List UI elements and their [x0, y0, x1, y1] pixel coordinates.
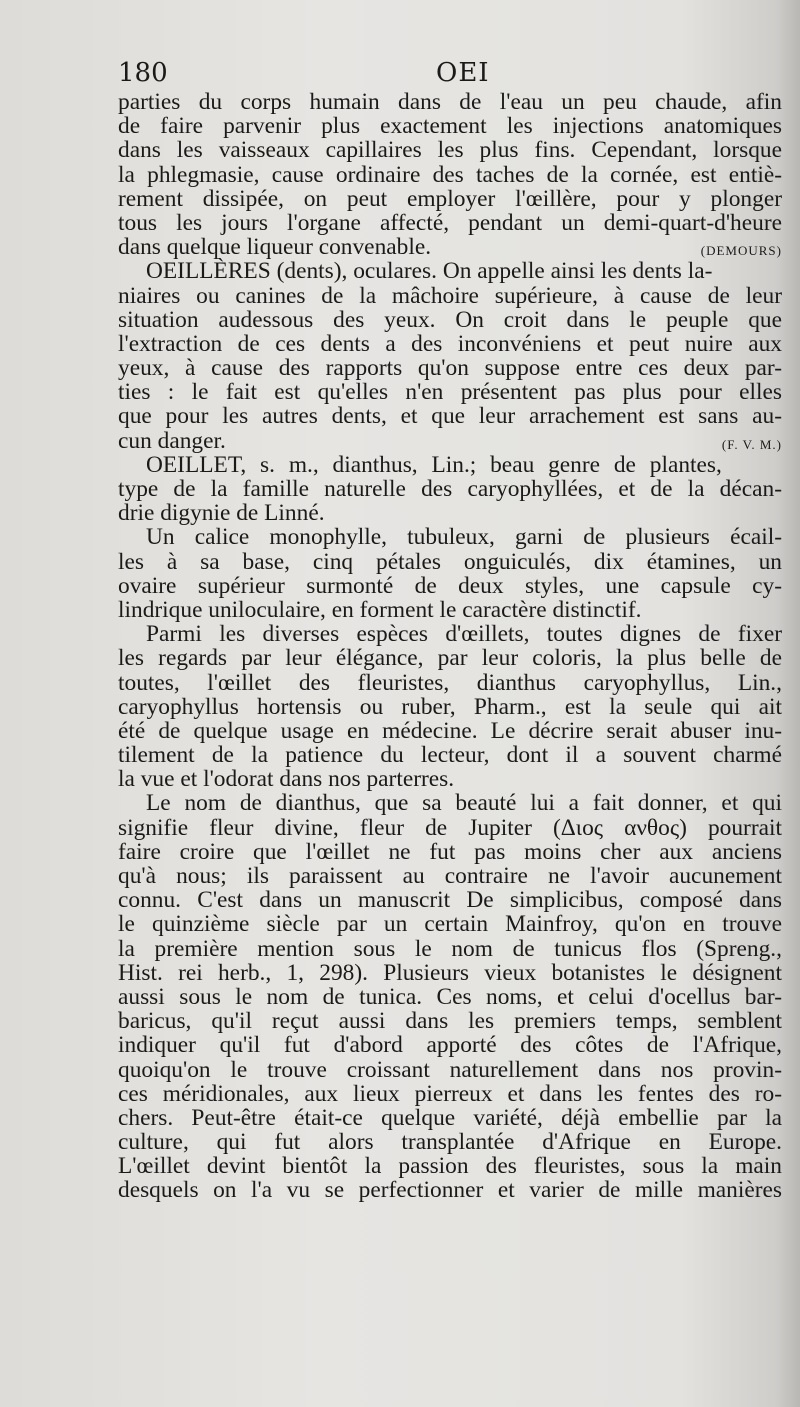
text-line: chers. Peut-être était-ce quelque variété, déjà embellie par la	[118, 1104, 782, 1131]
text-line: drie digynie de Linné.	[118, 500, 325, 527]
text-line: le quinzième siècle par un certain Mainfroy, qu'on en trouve	[118, 911, 782, 938]
text-line-with-signature	[118, 235, 782, 259]
entry-line-oeilleres: OEILLÈRES (dents), oculares. On appelle ainsi les dents la-	[146, 258, 713, 285]
text-line: dans les vaisseaux capillaires les plus fins. Cependant, lorsque	[118, 137, 782, 164]
text-line: rement dissipée, on peut employer l'œillère, pour y plonger	[118, 185, 782, 212]
text-line: ties : le fait est qu'elles n'en présentent pas plus pour elles	[118, 379, 782, 406]
text-line: ces méridionales, aux lieux pierreux et dans les fentes des ro-	[118, 1080, 782, 1107]
text-line: Parmi les diverses espèces d'œillets, toutes dignes de fixer	[146, 621, 782, 648]
text-line: indiquer qu'il fut d'abord apporté des côtes de l'Afrique,	[118, 1032, 782, 1059]
text-line: tous les jours l'organe affecté, pendant un demi-quart-d'heure	[118, 209, 782, 236]
text-line: que pour les autres dents, et que leur arrachement est sans au-	[118, 403, 782, 430]
text-line: dans quelque liqueur convenable.	[118, 234, 432, 261]
page-number: 180	[118, 58, 168, 88]
text-line: Le nom de dianthus, que sa beauté lui a fait donner, et qui	[146, 790, 782, 817]
running-head: OEI	[436, 58, 490, 88]
text-line: ovaire supérieur surmonté de deux styles, une capsule cy-	[118, 572, 782, 599]
text-line: Hist. rei herb., 1, 298). Plusieurs vieux botanistes le désignent	[118, 959, 782, 986]
text-line-with-signature	[118, 429, 782, 453]
text-line: quoiqu'on le trouve croissant naturellement dans nos provin-	[118, 1056, 782, 1083]
text-line: type de la famille naturelle des caryophyllées, et de la décan-	[118, 476, 782, 502]
text-line: situation audessous des yeux. On croit dans le peuple que	[118, 306, 782, 333]
text-line: les regards par leur élégance, par leur coloris, la plus belle de	[118, 645, 782, 672]
author-signature: (F. V. M.)	[721, 436, 782, 452]
body-text	[118, 90, 782, 1203]
text-line: L'œillet devint bientôt la passion des fleuristes, sous la main	[118, 1153, 782, 1180]
text-line: connu. C'est dans un manuscrit De simplicibus, composé dans	[118, 887, 782, 914]
text-line: les à sa base, cinq pétales onguiculés, dix étamines, un	[118, 548, 782, 575]
text-line: la phlegmasie, cause ordinaire des taches de la cornée, est entiè-	[118, 161, 782, 188]
text-line: la première mention sous le nom de tunicus flos (Spreng.,	[118, 935, 782, 962]
entry-line-oeillet: OEILLET, s. m., dianthus, Lin.; beau genre de plantes,	[146, 451, 722, 478]
text-line: de faire parvenir plus exactement les injections anatomiques	[118, 113, 782, 140]
text-line: signifie fleur divine, fleur de Jupiter (Διος ανθος) pourrait	[118, 814, 782, 841]
text-line: été de quelque usage en médecine. Le décrire serait abuser inu-	[118, 717, 782, 744]
text-line: desquels on l'a vu se perfectionner et varier de mille manières	[118, 1177, 782, 1204]
text-line: cun danger.	[118, 427, 226, 454]
text-line: la vue et l'odorat dans nos parterres.	[118, 766, 455, 793]
text-line: tilement de la patience du lecteur, dont il a souvent charmé	[118, 742, 782, 769]
author-signature: (DEMOURS)	[700, 243, 782, 259]
text-line: faire croire que l'œillet ne fut pas moins cher aux anciens	[118, 838, 782, 865]
text-line: lindrique uniloculaire, en forment le caractère distinctif.	[118, 596, 642, 623]
text-line: baricus, qu'il reçut aussi dans les premiers temps, semblent	[118, 1008, 782, 1035]
text-line: caryophyllus hortensis ou ruber, Pharm., est la seule qui ait	[118, 693, 782, 720]
text-line: aussi sous le nom de tunica. Ces noms, et celui d'ocellus bar-	[118, 983, 782, 1010]
text-line: culture, qui fut alors transplantée d'Afrique en Europe.	[118, 1129, 782, 1156]
text-line: parties du corps humain dans de l'eau un peu chaude, afin	[118, 89, 782, 115]
text-line: yeux, à cause des rapports qu'on suppose entre ces deux par-	[118, 355, 782, 382]
text-line: Un calice monophylle, tubuleux, garni de plusieurs écail-	[146, 524, 782, 551]
text-line: niaires ou canines de la mâchoire supérieure, à cause de leur	[118, 282, 782, 309]
text-line: l'extraction de ces dents a des inconvéniens et peut nuire aux	[118, 330, 782, 357]
text-line: toutes, l'œillet des fleuristes, dianthus caryophyllus, Lin.,	[118, 669, 782, 696]
text-line: qu'à nous; ils paraissent au contraire ne l'avoir aucunement	[118, 863, 782, 889]
